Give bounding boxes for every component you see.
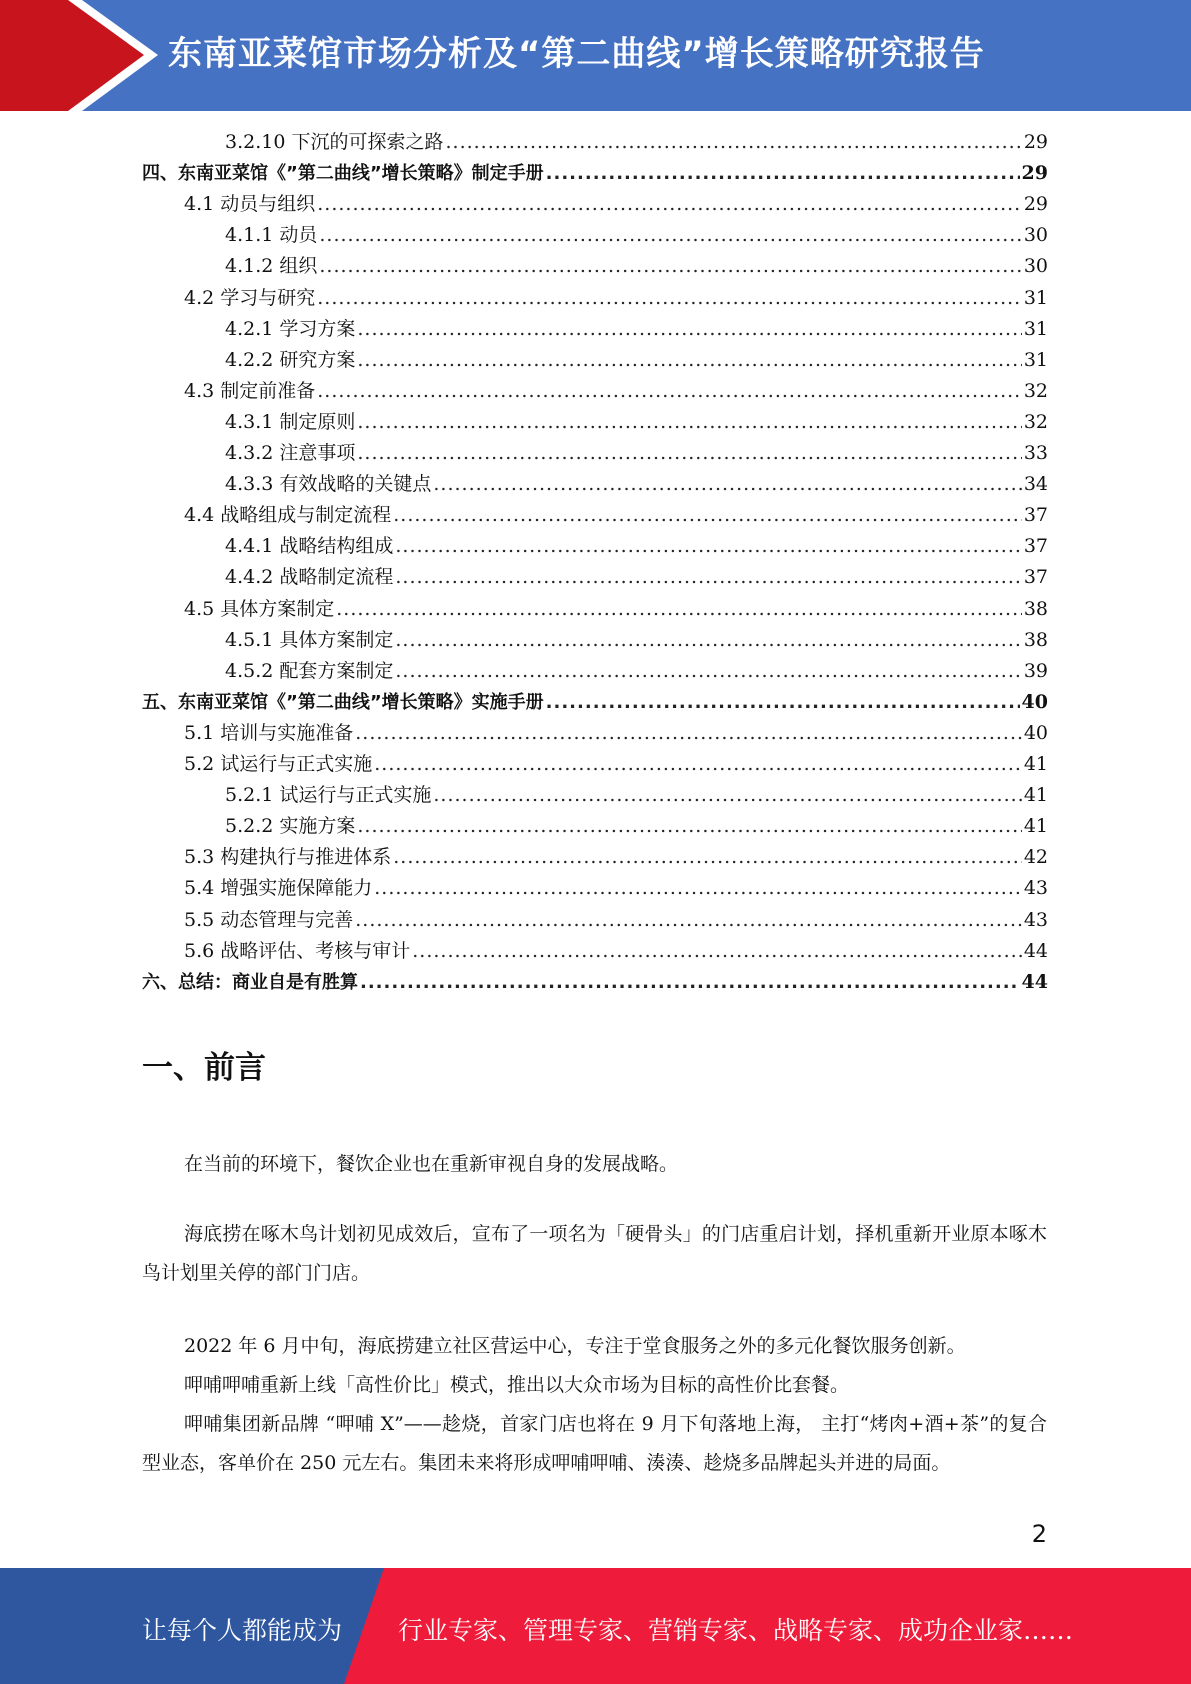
toc-entry-label: 5.4 增强实施保障能力 bbox=[184, 877, 373, 900]
toc-entry[interactable] bbox=[184, 873, 1048, 904]
toc-leader-dots bbox=[433, 780, 1021, 811]
toc-leader-dots bbox=[357, 345, 1021, 376]
toc-entry-page: 29 bbox=[1021, 162, 1048, 185]
toc-entry-page: 43 bbox=[1023, 908, 1048, 931]
toc-leader-dots bbox=[357, 407, 1021, 438]
toc-entry-page: 34 bbox=[1023, 473, 1048, 496]
toc-entry-page: 39 bbox=[1023, 659, 1048, 682]
toc-entry-label: 5.6 战略评估、考核与审计 bbox=[184, 939, 411, 962]
page-number: 2 bbox=[1031, 1520, 1047, 1548]
toc-entry-page: 31 bbox=[1023, 286, 1048, 309]
toc-entry-page: 29 bbox=[1023, 193, 1048, 216]
toc-leader-dots bbox=[317, 283, 1022, 314]
toc-entry-label: 4.5.1 具体方案制定 bbox=[225, 628, 394, 651]
toc-entry[interactable] bbox=[225, 811, 1048, 842]
toc-entry[interactable] bbox=[225, 780, 1048, 811]
toc-entry[interactable] bbox=[225, 562, 1048, 593]
toc-entry[interactable] bbox=[184, 500, 1048, 531]
toc-entry-page: 30 bbox=[1023, 255, 1048, 278]
toc-leader-dots bbox=[412, 936, 1022, 967]
toc-leader-dots bbox=[395, 531, 1021, 562]
section-heading: 一、前言 bbox=[142, 1050, 266, 1086]
toc-entry-page: 33 bbox=[1023, 442, 1048, 464]
toc-entry-label: 4.2.2 研究方案 bbox=[225, 348, 356, 371]
header-red-shape bbox=[0, 0, 160, 111]
toc-entry-page: 32 bbox=[1023, 379, 1048, 402]
toc-entry-label: 5.2.1 试运行与正式实施 bbox=[225, 784, 432, 807]
toc-entry-page: 42 bbox=[1023, 846, 1048, 869]
toc-entry-label: 3.2.10 下沉的可探索之路 bbox=[225, 131, 444, 153]
toc-entry[interactable] bbox=[225, 251, 1048, 282]
toc-entry-page: 32 bbox=[1023, 410, 1048, 433]
toc-entry-label: 5.3 构建执行与推进体系 bbox=[184, 846, 392, 869]
toc-leader-dots bbox=[393, 842, 1022, 873]
toc-entry[interactable] bbox=[184, 718, 1048, 749]
toc-entry-label: 4.1.2 组织 bbox=[225, 255, 318, 278]
toc-leader-dots bbox=[445, 127, 1021, 158]
toc-entry-label: 六、总结：商业自是有胜算 bbox=[142, 971, 358, 993]
toc-leader-dots bbox=[355, 905, 1022, 936]
toc-leader-dots bbox=[357, 438, 1021, 469]
toc-entry-page: 31 bbox=[1023, 348, 1048, 371]
toc-leader-dots bbox=[319, 220, 1021, 251]
toc-entry[interactable] bbox=[225, 625, 1048, 656]
toc-entry-page: 37 bbox=[1023, 535, 1048, 558]
toc-entry[interactable] bbox=[184, 936, 1048, 967]
page-header bbox=[0, 0, 1191, 111]
toc-entry-page: 29 bbox=[1023, 131, 1048, 153]
toc-entry-page: 41 bbox=[1023, 815, 1048, 838]
toc-leader-dots bbox=[319, 251, 1021, 282]
paragraph: 海底捞在啄木鸟计划初见成效后，宣布了一项名为「硬骨头」的门店重启计划，择机重新开业原本啄木鸟计划里关停的部门门店。 bbox=[142, 1223, 1047, 1284]
paragraph: 呷哺呷哺重新上线「高性价比」模式，推出以大众市场为目标的高性价比套餐。 bbox=[184, 1374, 850, 1396]
toc-entry-page: 31 bbox=[1023, 317, 1048, 340]
toc-leader-dots bbox=[317, 189, 1022, 220]
toc-entry-page: 38 bbox=[1023, 597, 1048, 620]
toc-entry-label: 4.4.2 战略制定流程 bbox=[225, 566, 394, 589]
toc-entry[interactable] bbox=[225, 531, 1048, 562]
toc-leader-dots bbox=[374, 749, 1022, 780]
toc-entry-label: 4.5 具体方案制定 bbox=[184, 597, 335, 620]
toc-entry-page: 37 bbox=[1023, 504, 1048, 527]
toc-entry-page: 40 bbox=[1023, 721, 1048, 744]
toc-entry[interactable] bbox=[225, 127, 1048, 158]
toc-entry-label: 5.2.2 实施方案 bbox=[225, 815, 356, 838]
toc-leader-dots bbox=[336, 594, 1022, 625]
toc-entry-label: 4.2.1 学习方案 bbox=[225, 317, 356, 340]
toc-entry-page: 38 bbox=[1023, 628, 1048, 651]
toc-leader-dots bbox=[393, 500, 1022, 531]
footer-slogan-left: 让每个人都能成为 bbox=[142, 1616, 343, 1645]
toc-entry-page: 44 bbox=[1023, 939, 1048, 962]
toc-entry-label: 5.2 试运行与正式实施 bbox=[184, 753, 373, 775]
toc-entry[interactable] bbox=[184, 749, 1048, 780]
toc-leader-dots bbox=[317, 376, 1022, 407]
toc-entry-label: 五、东南亚菜馆《”第二曲线”增长策略》实施手册 bbox=[142, 691, 544, 713]
toc-entry[interactable] bbox=[225, 438, 1048, 469]
toc-leader-dots bbox=[355, 718, 1022, 749]
toc-entry-label: 4.4.1 战略结构组成 bbox=[225, 535, 394, 558]
toc-entry[interactable] bbox=[225, 314, 1048, 345]
toc-leader-dots bbox=[357, 314, 1021, 345]
toc-entry-label: 四、东南亚菜馆《”第二曲线”增长策略》制定手册 bbox=[142, 163, 544, 185]
toc-leader-dots bbox=[395, 625, 1021, 656]
toc-leader-dots bbox=[360, 967, 1020, 998]
toc-leader-dots bbox=[433, 469, 1021, 500]
toc-entry-label: 4.3.2 注意事项 bbox=[225, 442, 356, 464]
toc-leader-dots bbox=[395, 562, 1021, 593]
toc-entry[interactable] bbox=[225, 407, 1048, 438]
toc-entry[interactable] bbox=[142, 687, 1048, 718]
paragraph: 2022 年 6 月中旬，海底捞建立社区营运中心，专注于堂食服务之外的多元化餐饮服务创新。 bbox=[184, 1335, 966, 1357]
toc-entry[interactable] bbox=[225, 469, 1048, 500]
toc-entry-label: 4.4 战略组成与制定流程 bbox=[184, 504, 392, 527]
toc-entry[interactable] bbox=[184, 189, 1048, 220]
toc-leader-dots bbox=[357, 811, 1021, 842]
toc-entry-label: 5.5 动态管理与完善 bbox=[184, 908, 354, 931]
toc-entry[interactable] bbox=[184, 376, 1048, 407]
toc-entry-label: 4.1 动员与组织 bbox=[184, 193, 316, 216]
toc-entry[interactable] bbox=[225, 656, 1048, 687]
toc-entry[interactable] bbox=[225, 345, 1048, 376]
toc-entry-page: 41 bbox=[1023, 753, 1048, 775]
paragraph: 在当前的环境下，餐饮企业也在重新审视自身的发展战略。 bbox=[184, 1153, 679, 1175]
toc-entry-page: 43 bbox=[1023, 877, 1048, 900]
toc-entry[interactable] bbox=[184, 283, 1048, 314]
toc-entry-label: 4.5.2 配套方案制定 bbox=[225, 659, 394, 682]
toc-entry-page: 30 bbox=[1023, 224, 1048, 247]
toc-entry-page: 37 bbox=[1023, 566, 1048, 589]
report-title: 东南亚菜馆市场分析及“第二曲线”增长策略研究报告 bbox=[168, 34, 985, 74]
toc-entry-page: 41 bbox=[1023, 784, 1048, 807]
toc-entry-label: 4.1.1 动员 bbox=[225, 224, 318, 247]
footer-slogan-right: 行业专家、管理专家、营销专家、战略专家、成功企业家…… bbox=[398, 1616, 1074, 1645]
toc-leader-dots bbox=[395, 656, 1021, 687]
toc-entry-label: 4.2 学习与研究 bbox=[184, 286, 316, 309]
paragraph: 呷哺集团新品牌 “呷哺 X”——趁烧，首家门店也将在 9 月下旬落地上海， 主打“烤肉+酒+茶”的复合型业态，客单价在 250 元左右。集团未来将形成呷哺呷哺、湊湊、趁烧多品牌起头并进的局面。 bbox=[142, 1413, 1047, 1474]
toc-entry[interactable] bbox=[142, 967, 1048, 998]
toc-entry-page: 40 bbox=[1021, 690, 1048, 713]
toc-leader-dots bbox=[546, 158, 1020, 189]
toc-entry-label: 4.3.3 有效战略的关键点 bbox=[225, 473, 432, 496]
toc-entry[interactable] bbox=[225, 220, 1048, 251]
page-footer bbox=[0, 1568, 1191, 1684]
toc-entry[interactable] bbox=[184, 842, 1048, 873]
toc-leader-dots bbox=[546, 687, 1020, 718]
toc-entry[interactable] bbox=[184, 594, 1048, 625]
toc-entry-label: 4.3 制定前准备 bbox=[184, 379, 316, 402]
toc-entry-label: 5.1 培训与实施准备 bbox=[184, 721, 354, 744]
toc-entry-page: 44 bbox=[1021, 970, 1048, 993]
toc-entry[interactable] bbox=[184, 905, 1048, 936]
toc-leader-dots bbox=[374, 873, 1022, 904]
toc-entry[interactable] bbox=[142, 158, 1048, 189]
toc-entry-label: 4.3.1 制定原则 bbox=[225, 410, 356, 433]
